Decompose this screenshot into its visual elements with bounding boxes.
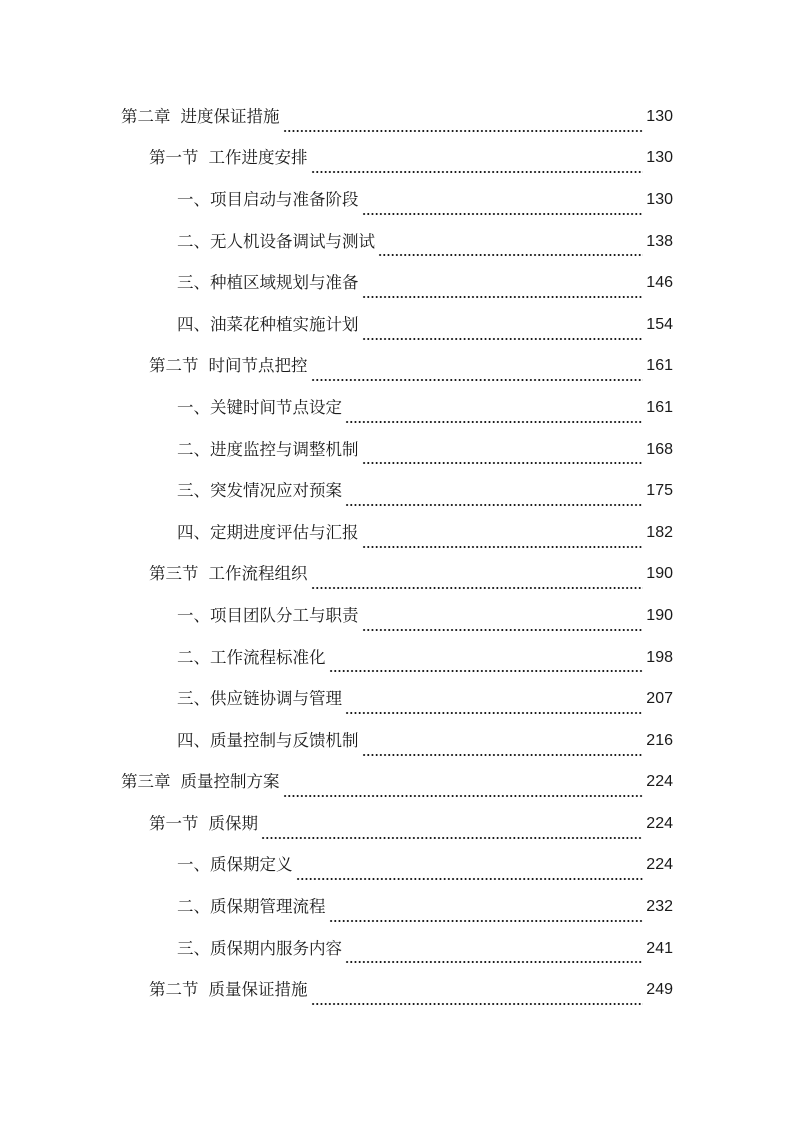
toc-entry-text: 二、工作流程标准化 (177, 647, 326, 667)
toc-entry-number: 第一节 (149, 148, 199, 168)
toc-entry[interactable] (0, 96, 793, 138)
toc-entry-text: 三、质保期内服务内容 (177, 938, 342, 958)
toc-entry-page-number: 154 (646, 315, 673, 333)
toc-entry-text: 质量保证措施 (208, 980, 308, 1000)
dot-leader (311, 171, 644, 173)
toc-entry[interactable] (0, 928, 793, 970)
toc-entry-text: 四、油菜花种植实施计划 (177, 314, 359, 334)
toc-entry-page-number: 224 (646, 773, 673, 791)
toc-entry-text: 一、项目团队分工与职责 (177, 605, 359, 625)
toc-entry-title (177, 855, 293, 875)
dot-leader (345, 504, 643, 506)
dot-leader (345, 961, 643, 963)
toc-entry[interactable] (0, 886, 793, 928)
toc-entry-text: 三、突发情况应对预案 (177, 481, 342, 501)
toc-entry[interactable] (0, 429, 793, 471)
toc-entry-text: 质保期 (208, 813, 258, 833)
toc-entry-title (149, 980, 308, 1000)
toc-entry-text: 进度保证措施 (180, 106, 280, 126)
dot-leader (311, 587, 644, 589)
dot-leader (362, 462, 644, 464)
toc-entry-text: 一、质保期定义 (177, 855, 293, 875)
table-of-contents (0, 96, 793, 1011)
toc-entry-text: 一、项目启动与准备阶段 (177, 189, 359, 209)
toc-entry-title (177, 689, 342, 709)
toc-entry-page-number: 161 (646, 357, 673, 375)
toc-entry[interactable] (0, 387, 793, 429)
toc-entry-title (149, 814, 258, 834)
toc-entry-title (121, 107, 280, 127)
dot-leader (362, 546, 644, 548)
toc-entry-title (177, 523, 359, 543)
dot-leader (345, 421, 643, 423)
toc-entry[interactable] (0, 969, 793, 1011)
toc-entry-page-number: 130 (646, 149, 673, 167)
dot-leader (362, 629, 644, 631)
toc-entry-page-number: 232 (646, 898, 673, 916)
toc-entry-page-number: 138 (646, 232, 673, 250)
dot-leader (362, 754, 644, 756)
toc-entry-text: 质量控制方案 (180, 772, 280, 792)
toc-entry-number: 第二节 (149, 980, 199, 1000)
toc-entry-page-number: 207 (646, 690, 673, 708)
toc-entry-text: 三、供应链协调与管理 (177, 689, 342, 709)
dot-leader (283, 130, 644, 132)
toc-entry-title (177, 731, 359, 751)
toc-entry-title (121, 772, 280, 792)
toc-entry-title (177, 939, 342, 959)
toc-entry-title (177, 398, 342, 418)
dot-leader (329, 670, 644, 672)
toc-entry-page-number: 249 (646, 981, 673, 999)
toc-entry-text: 四、质量控制与反馈机制 (177, 730, 359, 750)
dot-leader (362, 296, 644, 298)
toc-entry[interactable] (0, 803, 793, 845)
dot-leader (362, 338, 644, 340)
toc-entry-title (149, 564, 308, 584)
dot-leader (311, 379, 644, 381)
toc-entry-title (177, 273, 359, 293)
toc-entry-number: 第三节 (149, 564, 199, 584)
toc-entry-number: 第二章 (121, 106, 171, 126)
toc-entry-page-number: 224 (646, 856, 673, 874)
toc-entry-page-number: 198 (646, 648, 673, 666)
toc-entry-title (177, 440, 359, 460)
toc-entry-number: 第三章 (121, 772, 171, 792)
toc-entry-title (149, 356, 308, 376)
toc-entry[interactable] (0, 346, 793, 388)
toc-entry[interactable] (0, 595, 793, 637)
dot-leader (283, 795, 644, 797)
toc-entry-title (177, 232, 375, 252)
toc-entry-text: 二、无人机设备调试与测试 (177, 231, 375, 251)
dot-leader (261, 837, 643, 839)
toc-entry-page-number: 224 (646, 814, 673, 832)
toc-entry-title (177, 315, 359, 335)
toc-entry-title (149, 148, 308, 168)
toc-entry-number: 第二节 (149, 356, 199, 376)
toc-entry-text: 时间节点把控 (208, 356, 308, 376)
toc-entry-text: 二、进度监控与调整机制 (177, 439, 359, 459)
toc-entry-text: 二、质保期管理流程 (177, 897, 326, 917)
toc-entry[interactable] (0, 138, 793, 180)
toc-entry[interactable] (0, 221, 793, 263)
toc-entry-page-number: 182 (646, 523, 673, 541)
toc-entry-text: 四、定期进度评估与汇报 (177, 522, 359, 542)
toc-entry[interactable] (0, 720, 793, 762)
toc-entry[interactable] (0, 845, 793, 887)
toc-entry[interactable] (0, 762, 793, 804)
toc-entry[interactable] (0, 512, 793, 554)
toc-entry-number: 第一节 (149, 813, 199, 833)
toc-entry[interactable] (0, 470, 793, 512)
toc-entry-text: 工作流程组织 (208, 564, 308, 584)
toc-entry-title (177, 606, 359, 626)
toc-entry[interactable] (0, 262, 793, 304)
dot-leader (329, 920, 644, 922)
toc-entry[interactable] (0, 179, 793, 221)
toc-entry-page-number: 168 (646, 440, 673, 458)
dot-leader (378, 254, 643, 256)
toc-entry[interactable] (0, 554, 793, 596)
toc-entry-page-number: 161 (646, 398, 673, 416)
toc-entry-title (177, 648, 326, 668)
toc-entry-title (177, 190, 359, 210)
toc-entry[interactable] (0, 637, 793, 679)
dot-leader (296, 878, 644, 880)
toc-entry[interactable] (0, 678, 793, 720)
toc-entry-page-number: 190 (646, 565, 673, 583)
dot-leader (345, 712, 643, 714)
toc-entry-page-number: 146 (646, 274, 673, 292)
toc-entry-page-number: 175 (646, 482, 673, 500)
toc-entry-text: 工作进度安排 (208, 148, 308, 168)
toc-entry-text: 一、关键时间节点设定 (177, 397, 342, 417)
toc-entry-title (177, 481, 342, 501)
toc-entry-page-number: 241 (646, 939, 673, 957)
dot-leader (311, 1003, 644, 1005)
toc-entry-page-number: 190 (646, 606, 673, 624)
toc-entry-page-number: 130 (646, 107, 673, 125)
toc-entry-title (177, 897, 326, 917)
toc-entry-page-number: 216 (646, 731, 673, 749)
toc-entry[interactable] (0, 304, 793, 346)
toc-entry-text: 三、种植区域规划与准备 (177, 273, 359, 293)
toc-entry-page-number: 130 (646, 190, 673, 208)
dot-leader (362, 213, 644, 215)
